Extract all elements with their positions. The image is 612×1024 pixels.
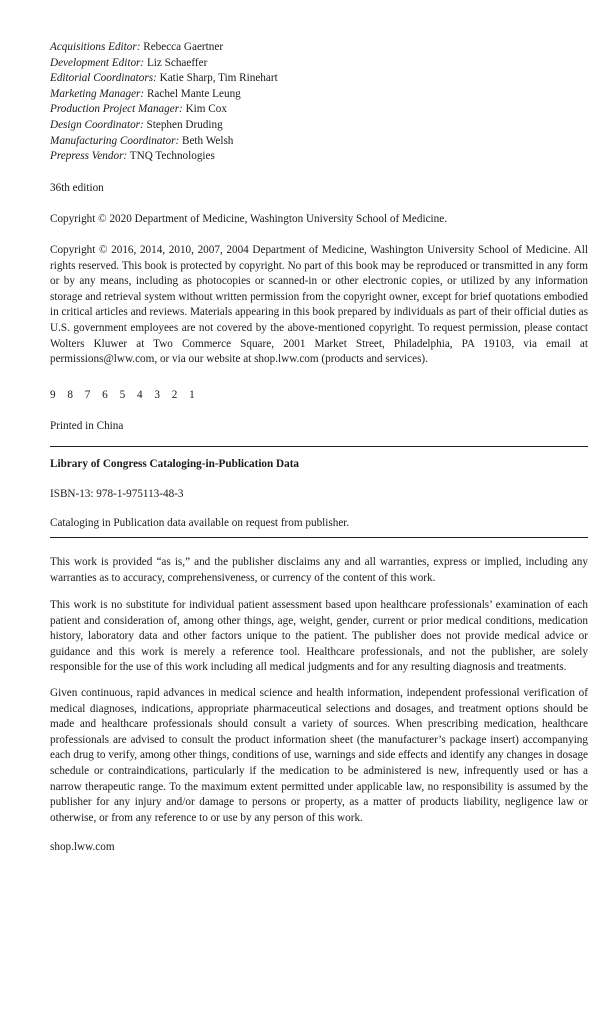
cip-heading: Library of Congress Cataloging-in-Publication Data [50, 458, 300, 470]
cip-note: Cataloging in Publication data available on request from publisher. [50, 517, 350, 529]
credit-line: Design Coordinator: Stephen Druding [50, 118, 223, 131]
disclaimer-paragraph: Given continuous, rapid advances in medical science and health information, independent professional verification of medical diagnoses, indications, appropriate pharmaceutical selections and dosages, and treatment options should be made and healthcare professionals should consult a variety of sources. When prescribing medication, healthcare professionals are advised to consult the product information sheet (the manufacturer’s package insert) accompanying each drug to verify, among other things, conditions of use, warnings and side effects and identify any changes in dosage schedule or contraindications, particularly if the medication to be administered is new, infrequently used or has a narrow therapeutic range. To the maximum extent permitted under applicable law, no responsibility is assumed by the publisher for any injury and/or damage to persons or property, as a matter of products liability, negligence law or otherwise, or from any reference to or use by any person of this work. [50, 687, 588, 824]
credit-line: Marketing Manager: Rachel Mante Leung [50, 87, 241, 100]
divider-bottom [50, 537, 588, 538]
disclaimer-paragraph: This work is provided “as is,” and the publisher disclaims any and all warranties, express or implied, including any warranties as to accuracy, comprehensiveness, or currency of the content of this work. [50, 556, 588, 584]
credit-line: Manufacturing Coordinator: Beth Welsh [50, 134, 234, 147]
credit-line: Prepress Vendor: TNQ Technologies [50, 150, 215, 163]
credit-line: Development Editor: Liz Schaeffer [50, 56, 208, 69]
copyright-previous: Copyright © 2016, 2014, 2010, 2007, 2004 Department of Medicine, Washington University School of Medicine. All rights reserved. This book is protected by copyright. No part of this book may be reproduced or transmitted in any form or by any means, including as photocopies or scanned-in or other electronic copies, or utilized by any information storage and retrieval system without written permission from the copyright owner, except for brief quotations embodied in critical articles and reviews. Materials appearing in this book prepared by individuals as part of their official duties as U.S. government employees are not covered by the above-mentioned copyright. To request permission, please contact Wolters Kluwer at Two Commerce Square, 2001 Market Street, Philadelphia, PA 19103, via email at permissions@lww.com, or via our website at shop.lww.com (products and services). [50, 244, 588, 366]
disclaimer-paragraph: This work is no substitute for individual patient assessment based upon healthcare professionals’ examination of each patient and consideration of, among other things, age, weight, gender, current or prior medical conditions, medication history, laboratory data and other factors unique to the patient. The publisher does not provide medical advice or guidance and this work is merely a reference tool. Healthcare professionals, and not the publisher, are solely responsible for the use of this work including all medical judgments and for any resulting diagnosis and treatments. [50, 599, 588, 674]
print-line: 9 8 7 6 5 4 3 2 1 [50, 389, 195, 401]
credit-line: Editorial Coordinators: Katie Sharp, Tim Rinehart [50, 72, 278, 85]
edition-text: 36th edition [50, 182, 104, 194]
website-text: shop.lww.com [50, 841, 115, 853]
divider-top [50, 446, 588, 447]
credit-line: Acquisitions Editor: Rebecca Gaertner [50, 41, 224, 53]
printed-in: Printed in China [50, 420, 124, 432]
credit-line: Production Project Manager: Kim Cox [50, 103, 227, 116]
credits-block [50, 40, 588, 165]
copyright-current: Copyright © 2020 Department of Medicine, Washington University School of Medicine. [50, 213, 448, 225]
isbn-text: ISBN-13: 978-1-975113-48-3 [50, 488, 184, 500]
